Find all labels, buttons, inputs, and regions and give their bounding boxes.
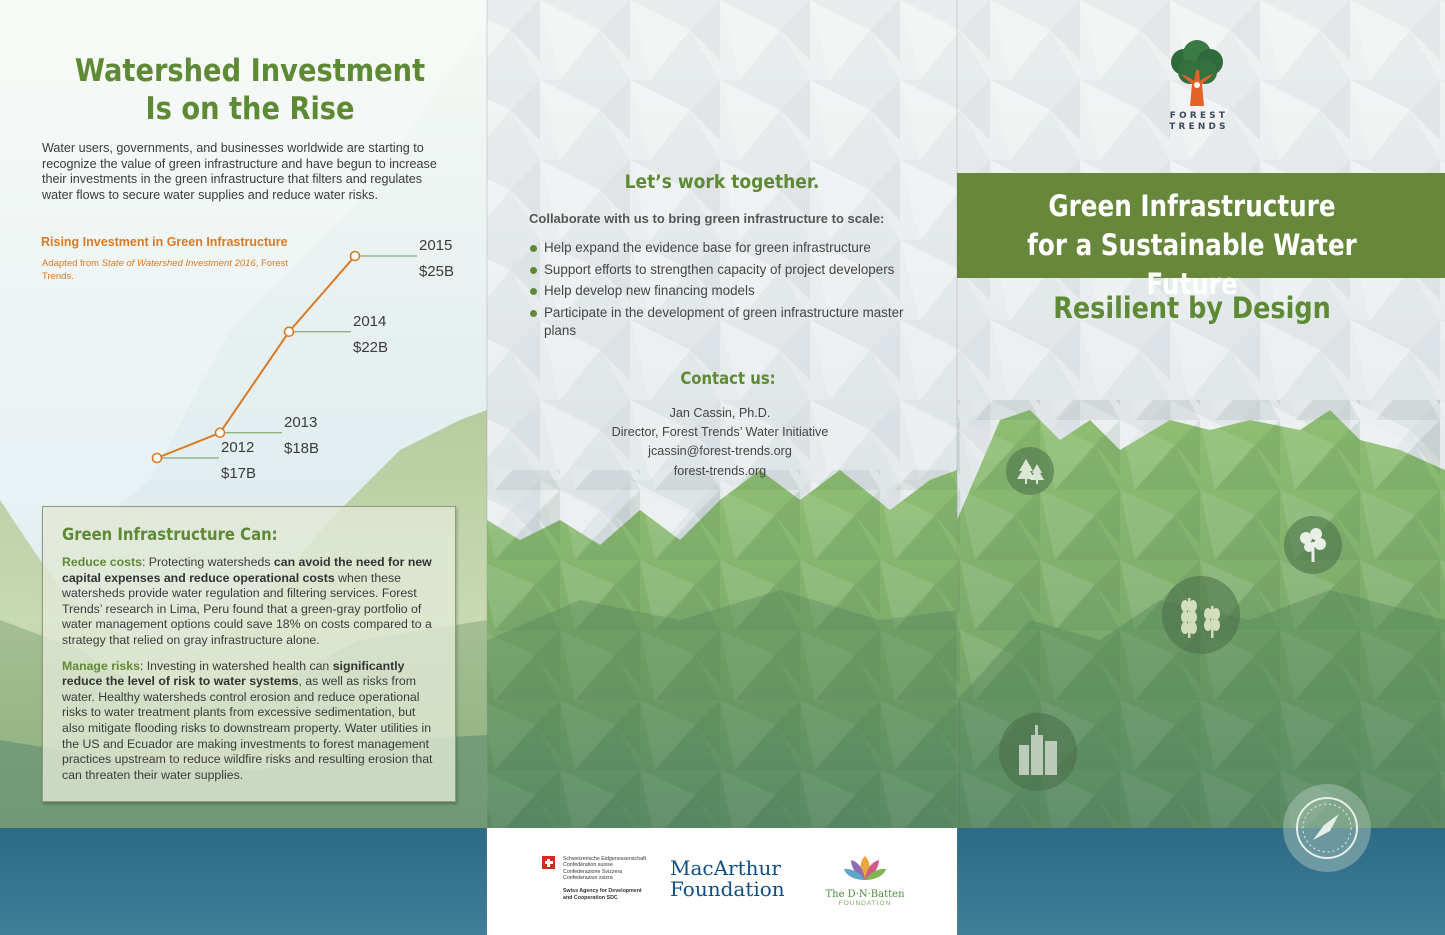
chart-title: Rising Investment in Green Infrastructure xyxy=(41,235,288,249)
contact-heading: Contact us: xyxy=(680,369,776,388)
data-point-2015 xyxy=(351,252,360,261)
collaborate-subheading: Collaborate with us to bring green infrastructure to scale: xyxy=(529,211,885,226)
manage-risks-lead: Manage risks xyxy=(62,658,140,673)
panel-title xyxy=(30,52,470,128)
left-panel xyxy=(0,0,487,935)
contact-block xyxy=(487,404,953,481)
sdc-line: Confédération suisse xyxy=(563,862,613,869)
contact-website-link[interactable]: forest-trends.org xyxy=(673,463,767,478)
manage-risks-paragraph xyxy=(62,659,436,784)
contact-email-link[interactable]: jcassin@forest-trends.org xyxy=(648,444,792,459)
list-item: Help develop new financing models xyxy=(529,282,929,300)
manage-risks-bold: significantly reduce the level of risk to water systems xyxy=(62,658,405,689)
title-line-2: Is on the Rise xyxy=(145,91,355,127)
data-point-2013 xyxy=(216,428,225,437)
work-together-heading: Let’s work together. xyxy=(624,171,820,193)
reduce-costs-lead: Reduce costs xyxy=(62,555,142,569)
box-heading: Green Infrastructure Can: xyxy=(62,525,278,544)
value-label-2012: $17B xyxy=(221,465,257,482)
data-point-2012 xyxy=(153,454,162,463)
sdc-names xyxy=(563,856,673,881)
data-point-2014 xyxy=(285,327,294,336)
source-title: State of Watershed Investment 2016 xyxy=(101,258,256,269)
year-label-2014: 2014 xyxy=(353,312,387,330)
sdc-agency-line: Swiss Agency for Development xyxy=(563,888,642,894)
list-item: Help expand the evidence base for green infrastructure xyxy=(529,239,929,257)
logo-text-forest: FOREST xyxy=(1169,111,1229,121)
tagline: Resilient by Design xyxy=(1053,291,1331,325)
right-panel xyxy=(957,0,1445,935)
reduce-costs-text-b: when these watersheds provide water regulation and filtering services. Forest Trends’ research in Lima, Peru found that a green-gray portfolio of water management options could save 18% on costs compared to a strategy that relied on gray infrastructure alone. xyxy=(62,570,432,647)
tree-icon xyxy=(1006,447,1054,495)
lotus-icon xyxy=(843,854,887,882)
year-label-2012: 2012 xyxy=(221,439,255,456)
list-item: Participate in the development of green infrastructure master plans xyxy=(529,304,929,340)
year-label-2013: 2013 xyxy=(284,413,318,431)
sponsor-logos xyxy=(487,828,957,935)
sdc-agency xyxy=(563,888,673,902)
reduce-costs-bold: can avoid the need for new capital expenses and reduce operational costs xyxy=(62,555,432,585)
contact-role: Director, Forest Trends’ Water Initiative xyxy=(611,425,829,440)
title-banner xyxy=(957,173,1445,301)
list-item: Support efforts to strengthen capacity of project developers xyxy=(529,261,929,279)
forest-trends-logo xyxy=(1152,40,1242,133)
source-prefix: Adapted from xyxy=(42,258,102,269)
collaboration-list xyxy=(529,239,929,343)
reduce-costs-paragraph xyxy=(62,555,436,649)
title-line-1: Watershed Investment xyxy=(74,53,426,89)
value-label-2013: $18B xyxy=(284,439,320,457)
wheat-icon xyxy=(1162,576,1240,654)
sdc-line: Confederazione Svizzera xyxy=(563,868,623,875)
swiss-flag-icon xyxy=(542,856,555,869)
manage-risks-text-a: : Investing in watershed health can xyxy=(139,658,333,673)
dn-batten-name: The D·N·Batten xyxy=(825,889,905,900)
year-label-2015: 2015 xyxy=(419,237,453,254)
manage-risks-text-b: , as well as risks from water. Healthy watersheds control erosion and reduce operational risks to water treatment plants from excessive sedimentation, but also mitigate flooding risks to downstream property. Water utilities in the US and Ecuador are making investments to forest management practices upstream to reduce wildfire risks and resulting erosion that can threaten their water supplies. xyxy=(62,674,433,782)
brochure-title xyxy=(992,187,1392,304)
forest-trends-tree-icon xyxy=(1166,40,1228,106)
intro-paragraph: Water users, governments, and businesses worldwide are starting to recognize the value of green infrastructure and have begun to increase their investments in the green infrastructure that filters and regulates water flows to secure water supplies and reduce water risks. xyxy=(42,141,437,202)
buildings-icon xyxy=(999,713,1077,791)
macarthur-line-2: Foundation xyxy=(670,877,785,901)
dn-batten-foundation: FOUNDATION xyxy=(838,900,892,907)
middle-panel xyxy=(487,0,957,935)
logo-text-trends: TRENDS xyxy=(1169,122,1229,132)
source-suffix: , Forest Trends. xyxy=(42,258,288,282)
macarthur-logo xyxy=(670,858,785,900)
green-infrastructure-box xyxy=(42,506,456,802)
sdc-line: Schweizerische Eidgenossenschaft xyxy=(563,856,647,862)
brochure-title-line-1: Green Infrastructure xyxy=(1048,189,1336,223)
compass-icon xyxy=(1283,784,1371,872)
series-line xyxy=(157,256,355,458)
value-label-2014: $22B xyxy=(353,338,389,356)
sdc-line: Confederaziun svizra xyxy=(563,874,613,881)
sdc-agency-line: and Cooperation SDC xyxy=(563,895,618,901)
dn-batten-logo xyxy=(820,854,910,907)
macarthur-line-1: MacArthur xyxy=(670,856,781,880)
deciduous-tree-icon xyxy=(1284,516,1342,574)
brochure-title-line-2: for a Sustainable Water Future xyxy=(1027,228,1357,301)
contact-name: Jan Cassin, Ph.D. xyxy=(669,406,771,420)
investment-chart xyxy=(0,210,487,500)
value-label-2015: $25B xyxy=(419,263,455,280)
reduce-costs-text-a: : Protecting watersheds xyxy=(141,555,274,569)
